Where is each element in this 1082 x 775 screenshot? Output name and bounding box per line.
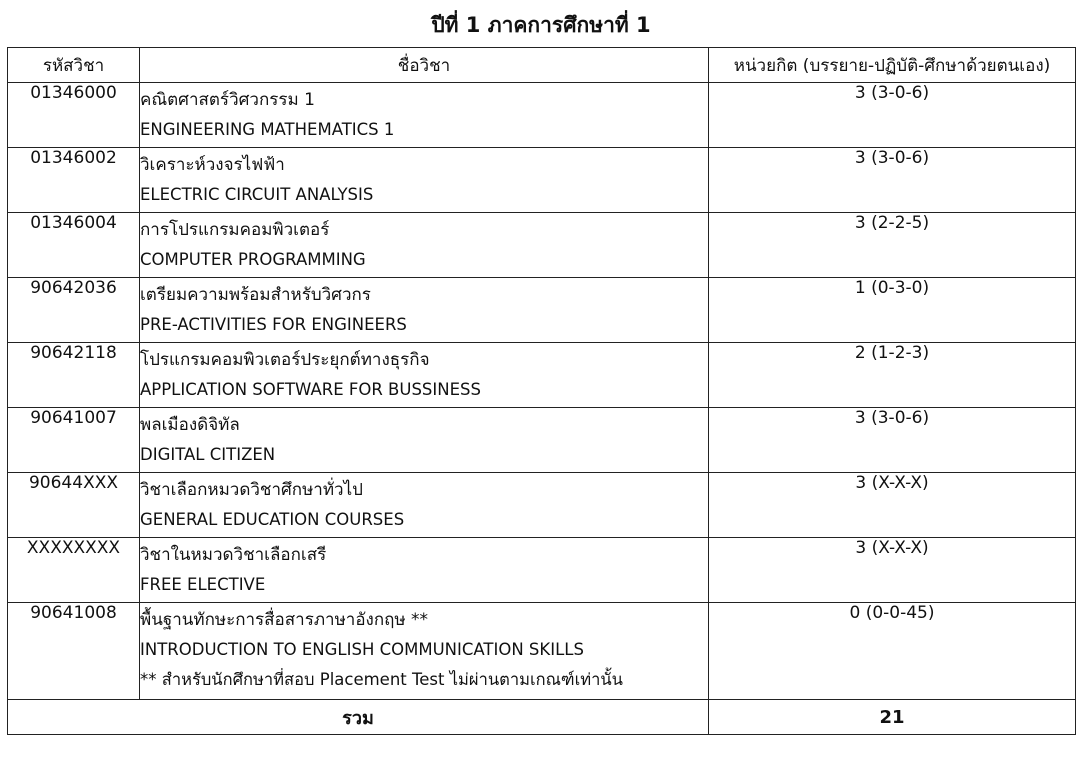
course-credits: 3 (X-X-X) [709, 473, 1076, 538]
course-name-th: วิชาเลือกหมวดวิชาศึกษาทั่วไป [140, 480, 363, 500]
page-title: ปีที่ 1 ภาคการศึกษาที่ 1 [431, 13, 651, 37]
course-code: 90642118 [8, 343, 140, 408]
table-row [8, 278, 1076, 343]
table-row [8, 83, 1076, 148]
course-credits: 3 (3-0-6) [709, 83, 1076, 148]
course-name-en: INTRODUCTION TO ENGLISH COMMUNICATION SKILLS [140, 640, 584, 659]
course-name-en: FREE ELECTIVE [140, 575, 266, 594]
course-credits: 3 (3-0-6) [709, 148, 1076, 213]
course-code: 90641008 [8, 603, 140, 700]
course-credits: 3 (3-0-6) [709, 408, 1076, 473]
course-name-th: พื้นฐานทักษะการสื่อสารภาษาอังกฤษ ** [140, 610, 429, 630]
course-name [140, 538, 709, 603]
course-name-th: คณิตศาสตร์วิศวกรรม 1 [140, 90, 315, 110]
course-code: 01346004 [8, 213, 140, 278]
course-name [140, 83, 709, 148]
total-row [8, 700, 1076, 735]
course-name-th: วิเคราะห์วงจรไฟฟ้า [140, 155, 285, 175]
course-name [140, 603, 709, 700]
course-name [140, 473, 709, 538]
table-row [8, 343, 1076, 408]
course-name-en: APPLICATION SOFTWARE FOR BUSSINESS [140, 380, 481, 399]
course-code: 01346000 [8, 83, 140, 148]
table-row [8, 473, 1076, 538]
course-code: 01346002 [8, 148, 140, 213]
course-credits: 1 (0-3-0) [709, 278, 1076, 343]
course-code: XXXXXXXX [8, 538, 140, 603]
course-name-en: ELECTRIC CIRCUIT ANALYSIS [140, 185, 374, 204]
header-code: รหัสวิชา [8, 48, 140, 83]
course-name [140, 408, 709, 473]
course-credits: 3 (X-X-X) [709, 538, 1076, 603]
course-name-th: เตรียมความพร้อมสำหรับวิศวกร [140, 285, 371, 305]
table-row [8, 408, 1076, 473]
header-credits: หน่วยกิต (บรรยาย-ปฏิบัติ-ศึกษาด้วยตนเอง) [709, 48, 1076, 83]
course-name [140, 148, 709, 213]
course-code: 90642036 [8, 278, 140, 343]
total-label: รวม [8, 700, 709, 735]
course-name-th: วิชาในหมวดวิชาเลือกเสรี [140, 545, 327, 565]
course-name-th: การโปรแกรมคอมพิวเตอร์ [140, 220, 330, 240]
course-code: 90641007 [8, 408, 140, 473]
course-table [7, 47, 1076, 735]
course-credits: 2 (1-2-3) [709, 343, 1076, 408]
course-name [140, 278, 709, 343]
course-name-en: PRE-ACTIVITIES FOR ENGINEERS [140, 315, 407, 334]
course-name-th: โปรแกรมคอมพิวเตอร์ประยุกต์ทางธุรกิจ [140, 350, 430, 370]
course-credits: 3 (2-2-5) [709, 213, 1076, 278]
course-code: 90644XXX [8, 473, 140, 538]
course-name [140, 343, 709, 408]
header-name: ชื่อวิชา [140, 48, 709, 83]
course-name-en: COMPUTER PROGRAMMING [140, 250, 366, 269]
course-name-en: GENERAL EDUCATION COURSES [140, 510, 405, 529]
table-row [8, 603, 1076, 700]
table-row [8, 538, 1076, 603]
table-header-row [8, 48, 1076, 83]
course-credits: 0 (0-0-45) [709, 603, 1076, 700]
course-note: ** สำหรับนักศึกษาที่สอบ Placement Test ไม่ผ่านตามเกณฑ์เท่านั้น [140, 670, 623, 689]
table-row [8, 213, 1076, 278]
course-name-th: พลเมืองดิจิทัล [140, 415, 240, 435]
total-value: 21 [709, 700, 1076, 735]
course-name-en: DIGITAL CITIZEN [140, 445, 276, 464]
table-row [8, 148, 1076, 213]
course-name [140, 213, 709, 278]
course-name-en: ENGINEERING MATHEMATICS 1 [140, 120, 395, 139]
